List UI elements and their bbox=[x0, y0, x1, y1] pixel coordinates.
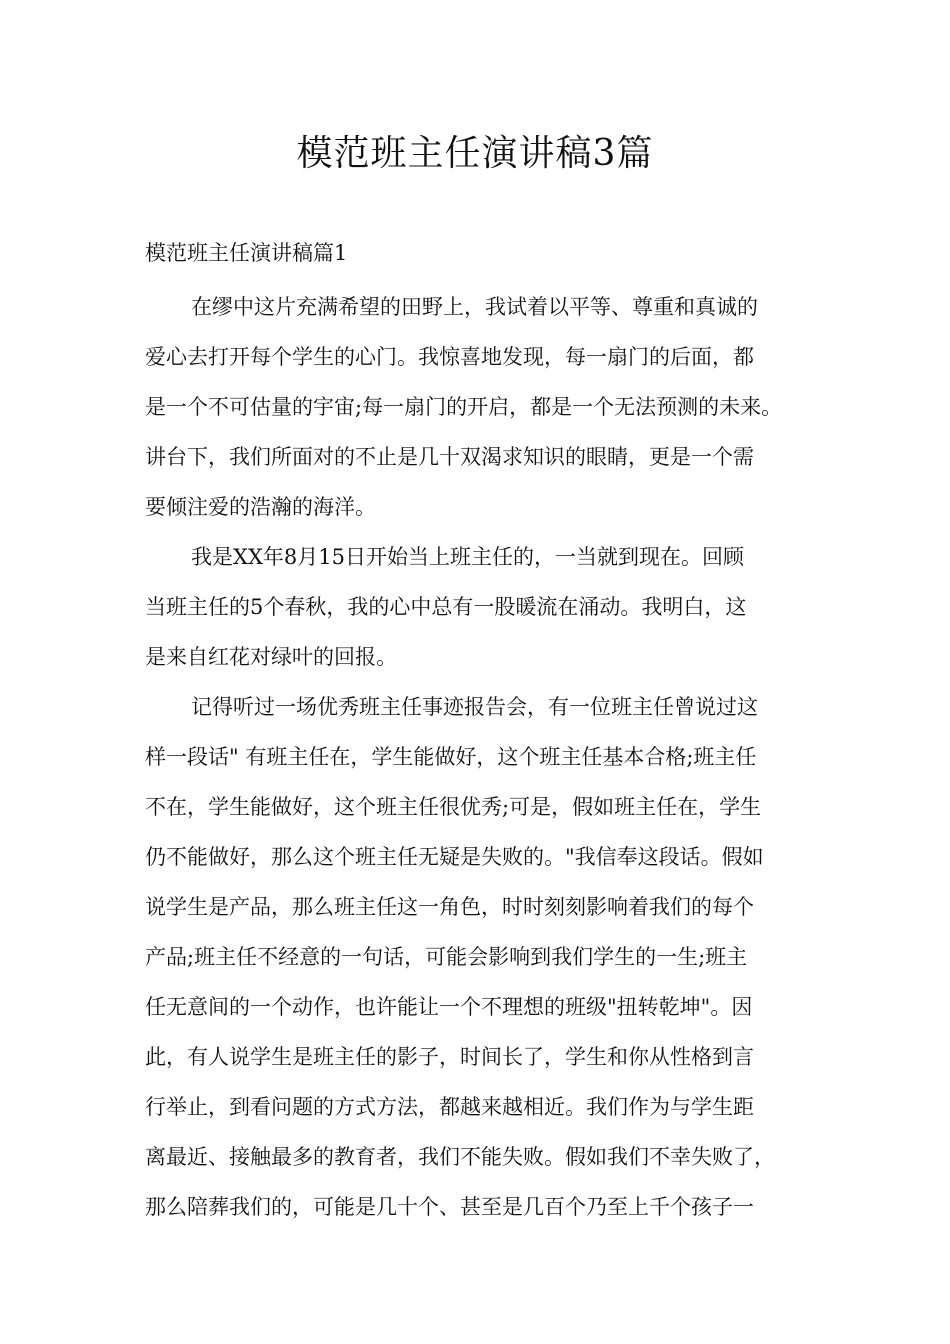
text-line: 说学生是产品，那么班主任这一角色，时时刻刻影响着我们的每个 bbox=[145, 895, 754, 919]
text-line: 行举止，到看问题的方式方法，都越来越相近。我们作为与学生距 bbox=[145, 1095, 754, 1119]
text-line: 那么陪葬我们的，可能是几十个、甚至是几百个乃至上千个孩子一 bbox=[145, 1195, 754, 1219]
text-line: 爱心去打开每个学生的心门。我惊喜地发现，每一扇门的后面，都 bbox=[145, 345, 754, 369]
paragraph bbox=[145, 532, 835, 682]
document-body bbox=[145, 282, 835, 1232]
section-heading: 模范班主任演讲稿篇1 bbox=[145, 241, 348, 265]
text-line: 我是XX年8月15日开始当上班主任的，一当就到现在。回顾 bbox=[191, 545, 744, 569]
text-line: 样一段话" 有班主任在，学生能做好，这个班主任基本合格;班主任 bbox=[145, 745, 757, 769]
text-line: 此，有人说学生是班主任的影子，时间长了，学生和你从性格到言 bbox=[145, 1045, 754, 1069]
paragraph bbox=[145, 682, 835, 1232]
text-line: 仍不能做好，那么这个班主任无疑是失败的。"我信奉这段话。假如 bbox=[145, 845, 764, 869]
paragraph bbox=[145, 282, 835, 532]
text-line: 在缪中这片充满希望的田野上，我试着以平等、尊重和真诚的 bbox=[191, 295, 758, 319]
document-title: 模范班主任演讲稿3篇 bbox=[296, 133, 654, 174]
text-line: 离最近、接触最多的教育者，我们不能失败。假如我们不幸失败了， bbox=[145, 1145, 775, 1169]
text-line: 记得听过一场优秀班主任事迹报告会，有一位班主任曾说过这 bbox=[191, 695, 758, 719]
text-line: 讲台下，我们所面对的不止是几十双渴求知识的眼睛，更是一个需 bbox=[145, 445, 754, 469]
text-line: 产品;班主任不经意的一句话，可能会影响到我们学生的一生;班主 bbox=[145, 945, 748, 969]
text-line: 是一个不可估量的宇宙;每一扇门的开启，都是一个无法预测的未来。 bbox=[145, 395, 783, 419]
text-line: 要倾注爱的浩瀚的海洋。 bbox=[145, 495, 376, 519]
text-line: 当班主任的5个春秋，我的心中总有一股暖流在涌动。我明白，这 bbox=[145, 595, 747, 619]
text-line: 任无意间的一个动作，也许能让一个不理想的班级"扭转乾坤"。因 bbox=[145, 995, 753, 1019]
text-line: 是来自红花对绿叶的回报。 bbox=[145, 645, 397, 669]
text-line: 不在，学生能做好，这个班主任很优秀;可是，假如班主任在，学生 bbox=[145, 795, 762, 819]
